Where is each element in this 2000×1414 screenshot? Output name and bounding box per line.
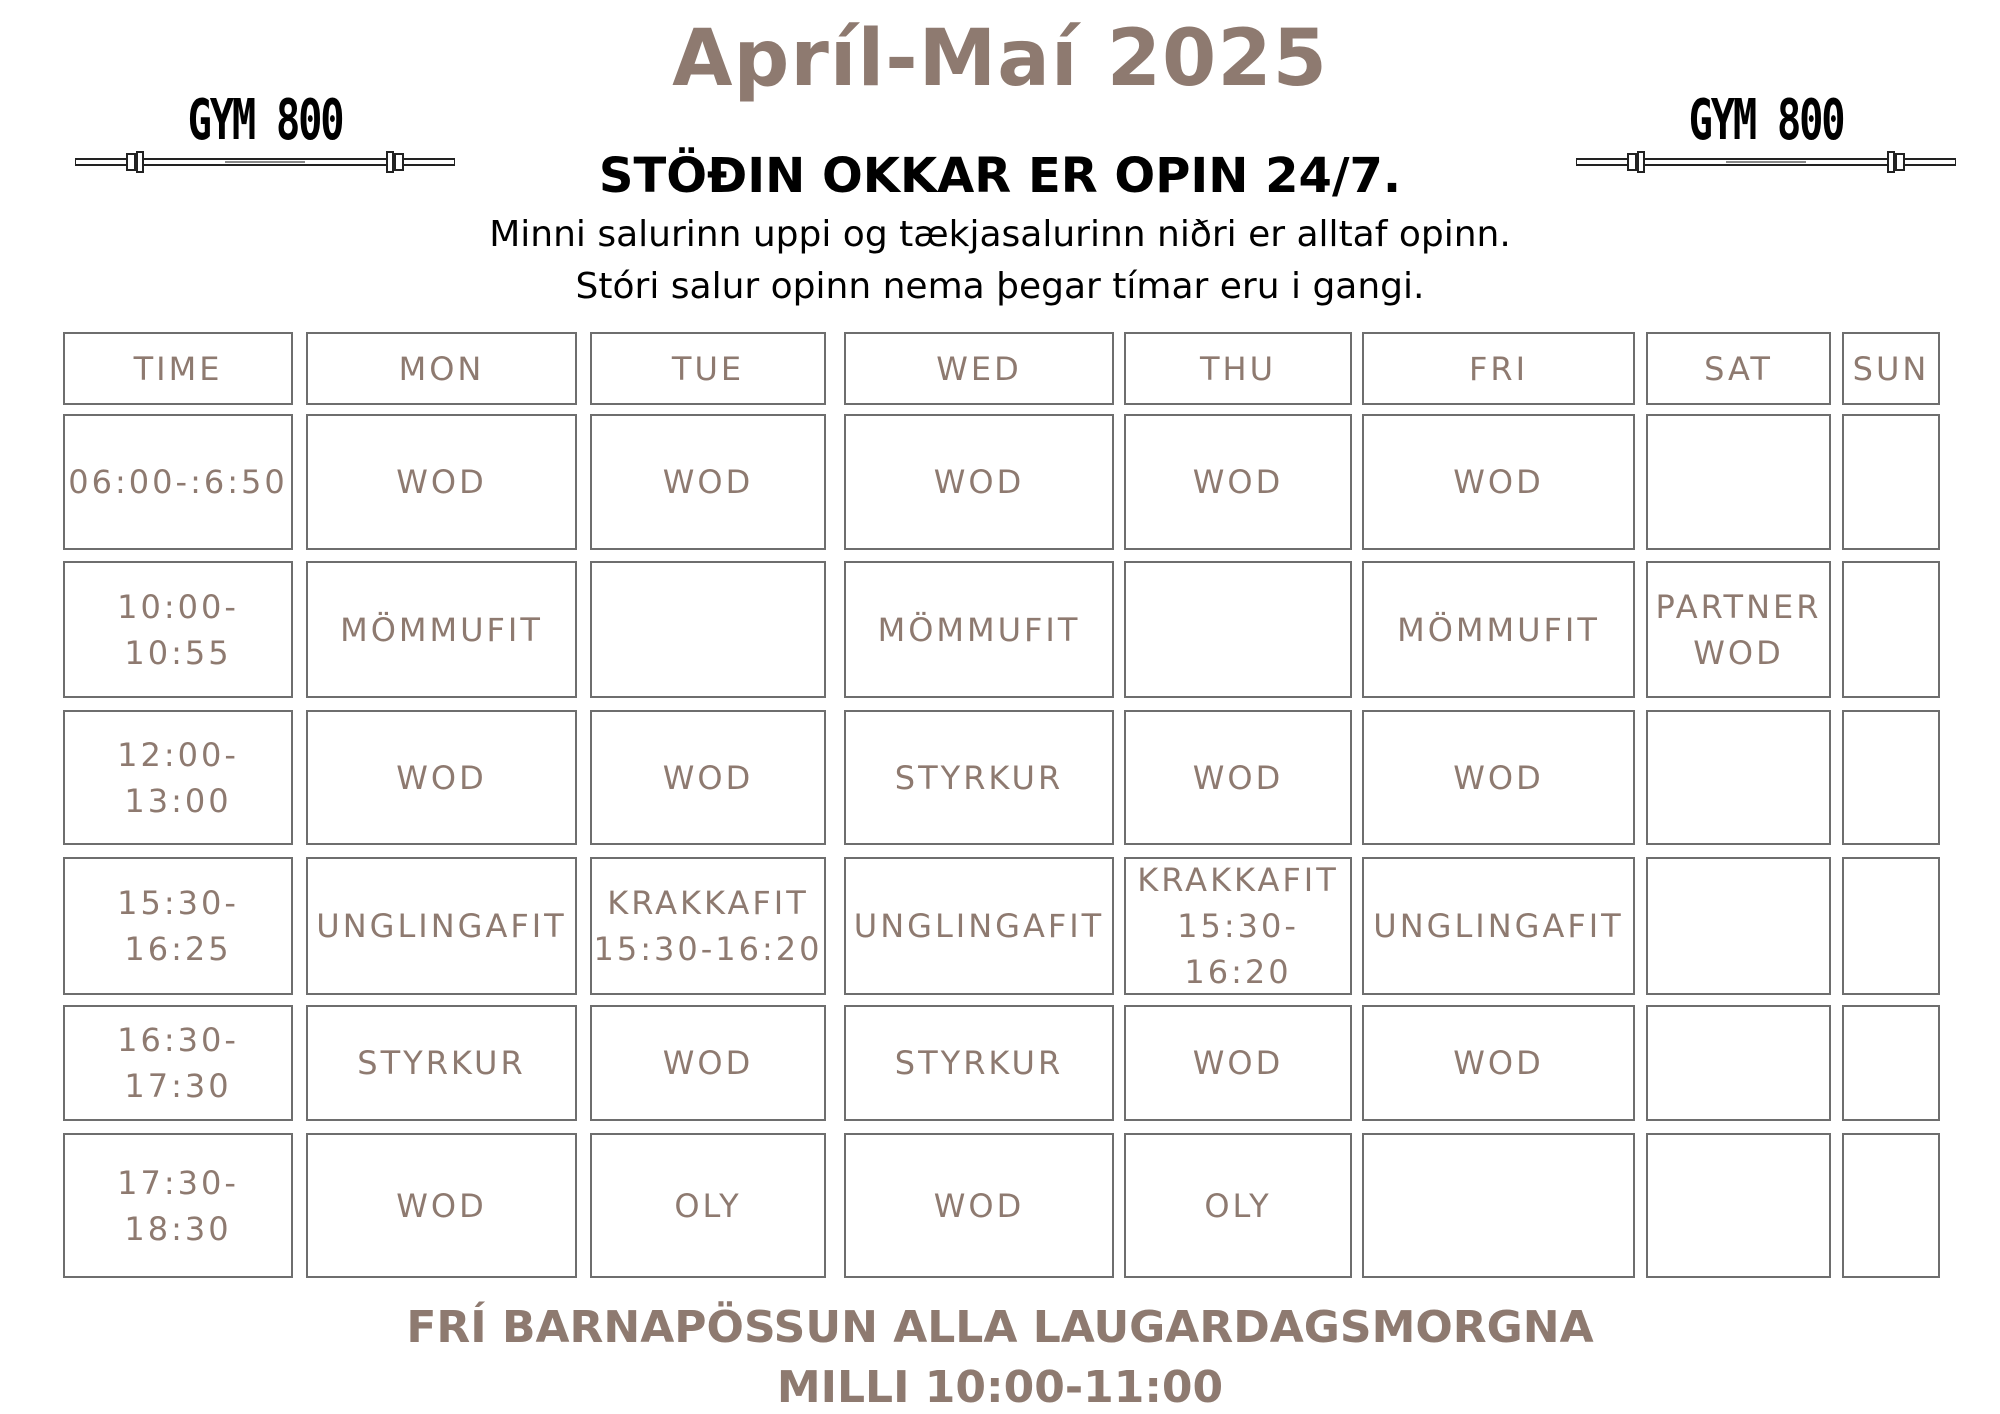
time-slot-cell: 06:00-:6:50 — [63, 414, 293, 550]
class-cell-mon: WOD — [306, 710, 577, 845]
open-hours-heading: STÖÐIN OKKAR ER OPIN 24/7. — [598, 148, 1402, 204]
class-cell-thu — [1124, 561, 1352, 698]
header-wed: WED — [844, 332, 1114, 405]
time-slot-cell: 17:30-18:30 — [63, 1133, 293, 1278]
class-cell-wed: WOD — [844, 414, 1114, 550]
class-cell-wed: UNGLINGAFIT — [844, 857, 1114, 995]
class-cell-tue: WOD — [590, 710, 826, 845]
class-cell-sun — [1842, 710, 1940, 845]
class-cell-thu: WOD — [1124, 1005, 1352, 1121]
header-mon: MON — [306, 332, 577, 405]
class-cell-mon: UNGLINGAFIT — [306, 857, 577, 995]
class-cell-fri — [1362, 1133, 1635, 1278]
class-cell-sun — [1842, 561, 1940, 698]
class-cell-thu: WOD — [1124, 414, 1352, 550]
class-cell-wed: STYRKUR — [844, 710, 1114, 845]
header-thu: THU — [1124, 332, 1352, 405]
header-sat: SAT — [1646, 332, 1831, 405]
info-line-2: Stóri salur opinn nema þegar tímar eru i gangi. — [575, 266, 1425, 307]
header-time: TIME — [63, 332, 293, 405]
class-cell-wed: MÖMMUFIT — [844, 561, 1114, 698]
class-cell-sat — [1646, 414, 1831, 550]
logo-text: GYM 800 — [187, 88, 343, 153]
footer-line-1: FRÍ BARNAPÖSSUN ALLA LAUGARDAGSMORGNA — [406, 1302, 1594, 1353]
class-cell-tue: WOD — [590, 1005, 826, 1121]
class-cell-mon: STYRKUR — [306, 1005, 577, 1121]
header-tue: TUE — [590, 332, 826, 405]
class-cell-tue: KRAKKAFIT 15:30-16:20 — [590, 857, 826, 995]
class-cell-mon: WOD — [306, 414, 577, 550]
footer-line-2: MILLI 10:00-11:00 — [776, 1362, 1224, 1413]
class-cell-sat — [1646, 1005, 1831, 1121]
class-cell-sun — [1842, 857, 1940, 995]
class-cell-sat: PARTNER WOD — [1646, 561, 1831, 698]
header-fri: FRI — [1362, 332, 1635, 405]
class-cell-wed: STYRKUR — [844, 1005, 1114, 1121]
class-cell-tue: WOD — [590, 414, 826, 550]
header-sun: SUN — [1842, 332, 1940, 405]
class-cell-sun — [1842, 1005, 1940, 1121]
page-title: Apríl-Maí 2025 — [672, 14, 1328, 104]
class-cell-thu: OLY — [1124, 1133, 1352, 1278]
time-slot-cell: 15:30-16:25 — [63, 857, 293, 995]
class-cell-tue — [590, 561, 826, 698]
class-cell-fri: MÖMMUFIT — [1362, 561, 1635, 698]
class-cell-fri: WOD — [1362, 414, 1635, 550]
class-cell-sat — [1646, 710, 1831, 845]
class-cell-sun — [1842, 414, 1940, 550]
class-cell-mon: MÖMMUFIT — [306, 561, 577, 698]
info-line-1: Minni salurinn uppi og tækjasalurinn niðri er alltaf opinn. — [489, 214, 1511, 255]
class-cell-thu: KRAKKAFIT 15:30-16:20 — [1124, 857, 1352, 995]
class-cell-tue: OLY — [590, 1133, 826, 1278]
time-slot-cell: 12:00-13:00 — [63, 710, 293, 845]
time-slot-cell: 16:30-17:30 — [63, 1005, 293, 1121]
class-cell-wed: WOD — [844, 1133, 1114, 1278]
class-cell-thu: WOD — [1124, 710, 1352, 845]
class-cell-sat — [1646, 1133, 1831, 1278]
time-slot-cell: 10:00-10:55 — [63, 561, 293, 698]
class-cell-sat — [1646, 857, 1831, 995]
class-cell-sun — [1842, 1133, 1940, 1278]
class-cell-mon: WOD — [306, 1133, 577, 1278]
class-cell-fri: WOD — [1362, 710, 1635, 845]
logo-text: GYM 800 — [1688, 88, 1844, 153]
class-cell-fri: UNGLINGAFIT — [1362, 857, 1635, 995]
class-cell-fri: WOD — [1362, 1005, 1635, 1121]
